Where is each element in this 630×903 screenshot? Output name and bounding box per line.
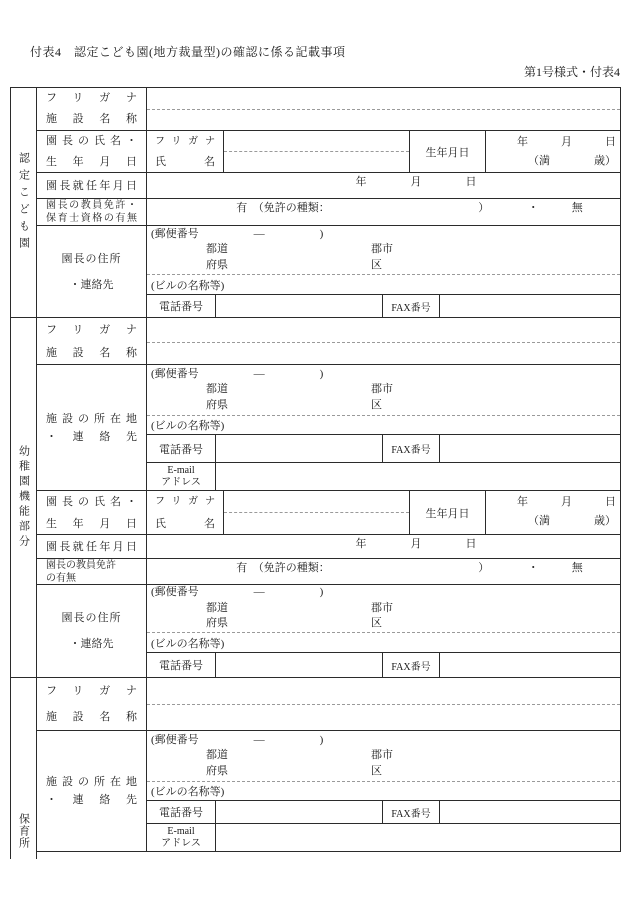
group-cell <box>10 88 37 317</box>
fax-field[interactable] <box>440 653 620 677</box>
furigana-label: フリガナ <box>46 92 137 104</box>
appointment-row <box>37 172 620 198</box>
address-field[interactable] <box>147 731 620 781</box>
license-value-cell[interactable]: 有 （免許の種類： ） ・ 無 <box>236 562 583 574</box>
name-field[interactable] <box>224 512 409 534</box>
group-label: 保育所 <box>17 813 30 849</box>
page-title: 付表4 認定こども園(地方裁量型)の確認に係る記載事項 <box>30 45 346 59</box>
appointment-value-cell[interactable]: 年 月 日 <box>355 538 477 550</box>
tel-field[interactable] <box>216 653 383 677</box>
facility-furigana-field[interactable] <box>147 678 620 704</box>
birthdate-value-cell[interactable]: 年 月 日 （満 歳） <box>517 136 616 167</box>
postal-line: (郵便番号 ― ) <box>151 367 324 380</box>
location-row: 施設の所在地 ・連絡先 (郵便番号 ― ) 都道 郡市 府県 区 (ビルの名称等) 電話番号 FAX番号 E-mail アドレス <box>37 730 620 851</box>
section-nintei-kodomoen <box>10 88 621 317</box>
form-table <box>10 87 621 852</box>
location-label: 施設の所在地 <box>46 412 137 425</box>
location-label: 施設の所在地 <box>46 776 137 788</box>
fax-field[interactable] <box>440 435 620 462</box>
license-row: 園長の教員免許 の有無 有 （免許の種類： ） ・ 無 <box>37 558 620 584</box>
email-field[interactable] <box>216 824 620 851</box>
tel-field[interactable] <box>216 295 383 317</box>
city-line: 府県 区 <box>151 258 382 271</box>
facility-name-row <box>37 678 620 730</box>
facility-name-label: 施設名称 <box>46 711 137 723</box>
tel-field[interactable] <box>216 801 383 823</box>
group-label: 認定こども園 <box>17 151 30 254</box>
section-yochien-kinou <box>10 317 621 677</box>
director-name-row: 園長の氏名・ 生年月日 フリガナ 氏名 生年月日 年 月 日 （満 歳） <box>37 130 620 172</box>
name-furigana-field[interactable] <box>224 491 409 512</box>
group-label: 幼稚園機能部分 <box>17 445 30 550</box>
facility-name-label: 施設名称 <box>46 113 137 125</box>
tel-label: 電話番号 <box>147 801 216 823</box>
tel-field[interactable] <box>216 435 383 462</box>
postal-line: (郵便番号 ― ) <box>151 733 324 746</box>
appointment-label: 園長就任年月日 <box>46 540 137 553</box>
city-line: 府県 区 <box>151 398 382 411</box>
email-label: E-mail <box>167 825 195 837</box>
furigana-label: フリガナ <box>46 324 137 336</box>
prefecture-line: 都道 郡市 <box>151 243 393 256</box>
building-field[interactable]: (ビルの名称等) <box>147 415 620 435</box>
form-number: 第1号様式・付表4 <box>523 65 620 79</box>
section-hoikusho <box>10 677 621 852</box>
prefecture-line: 都道 郡市 <box>151 749 393 762</box>
name-furigana-label: フリガナ <box>155 135 215 147</box>
address-field[interactable] <box>147 365 620 415</box>
tel-label: 電話番号 <box>147 295 216 317</box>
director-address-row: 園長の住所 ・連絡先 (郵便番号 ― ) 都道 郡市 府県 区 (ビルの名称等) 電話番号 FAX番号 <box>37 225 620 317</box>
director-name-label: 園長の氏名・ <box>46 134 137 147</box>
director-address-label: 園長の住所 <box>61 612 122 624</box>
address-field[interactable] <box>147 226 620 274</box>
name-furigana-label: フリガナ <box>155 495 215 507</box>
facility-name-row <box>37 88 620 130</box>
building-field[interactable]: (ビルの名称等) <box>147 274 620 294</box>
license-value-cell[interactable]: 有 （免許の種類： ） ・ 無 <box>236 202 583 214</box>
address-field[interactable] <box>147 585 620 632</box>
fax-label: FAX番号 <box>383 801 440 823</box>
fax-label: FAX番号 <box>383 653 440 677</box>
appointment-value-cell[interactable]: 年 月 日 <box>355 176 477 188</box>
email-field[interactable] <box>216 463 620 490</box>
name-furigana-field[interactable] <box>224 131 409 151</box>
name-label: 氏名 <box>155 155 215 168</box>
fax-label: FAX番号 <box>383 435 440 462</box>
birthdate-value-cell[interactable]: 年 月 日 （満 歳） <box>517 496 616 527</box>
birthdate-label: 生年月日 <box>410 131 486 172</box>
city-line: 府県 区 <box>151 764 382 777</box>
postal-line: (郵便番号 ― ) <box>151 586 324 599</box>
group-cell <box>10 678 37 859</box>
director-address-row: 園長の住所 ・連絡先 (郵便番号 ― ) 都道 郡市 府県 区 (ビルの名称等) 電話番号 FAX番号 <box>37 584 620 677</box>
facility-furigana-field[interactable] <box>147 318 620 342</box>
postal-line: (郵便番号 ― ) <box>151 227 324 240</box>
director-address-label: 園長の住所 <box>61 252 122 265</box>
building-field[interactable]: (ビルの名称等) <box>147 781 620 801</box>
facility-name-field[interactable] <box>147 109 620 130</box>
facility-furigana-field[interactable] <box>147 88 620 109</box>
building-field[interactable]: (ビルの名称等) <box>147 632 620 652</box>
furigana-label: フリガナ <box>46 685 137 697</box>
email-label: E-mail <box>167 464 195 476</box>
license-label: 園長の教員免許・ <box>46 200 137 211</box>
tel-label: 電話番号 <box>147 653 216 677</box>
director-name-label: 園長の氏名・ <box>46 495 137 508</box>
group-cell <box>10 318 37 677</box>
name-label: 氏名 <box>155 517 215 530</box>
facility-name-field[interactable] <box>147 704 620 730</box>
director-name-row: 園長の氏名・ 生年月日 フリガナ 氏名 生年月日 年 月 日 （満 歳） <box>37 490 620 534</box>
facility-name-row <box>37 318 620 364</box>
tel-label: 電話番号 <box>147 435 216 462</box>
fax-label: FAX番号 <box>383 295 440 317</box>
appointment-label: 園長就任年月日 <box>46 179 137 192</box>
name-field[interactable] <box>224 151 409 172</box>
prefecture-line: 都道 郡市 <box>151 383 393 396</box>
location-row: 施設の所在地 ・連絡先 (郵便番号 ― ) 都道 郡市 府県 区 (ビルの名称等) 電話番号 FAX番号 E-mail アドレス <box>37 364 620 490</box>
license-label: 園長の教員免許 <box>46 559 116 571</box>
city-line: 府県 区 <box>151 617 382 630</box>
fax-field[interactable] <box>440 295 620 317</box>
license-row: 園長の教員免許・ 保育士資格の有無 有 （免許の種類： ） ・ 無 <box>37 198 620 225</box>
birthdate-label: 生年月日 <box>410 491 486 534</box>
prefecture-line: 都道 郡市 <box>151 601 393 614</box>
fax-field[interactable] <box>440 801 620 823</box>
facility-name-label: 施設名称 <box>46 347 137 359</box>
facility-name-field[interactable] <box>147 342 620 364</box>
appointment-row <box>37 534 620 558</box>
